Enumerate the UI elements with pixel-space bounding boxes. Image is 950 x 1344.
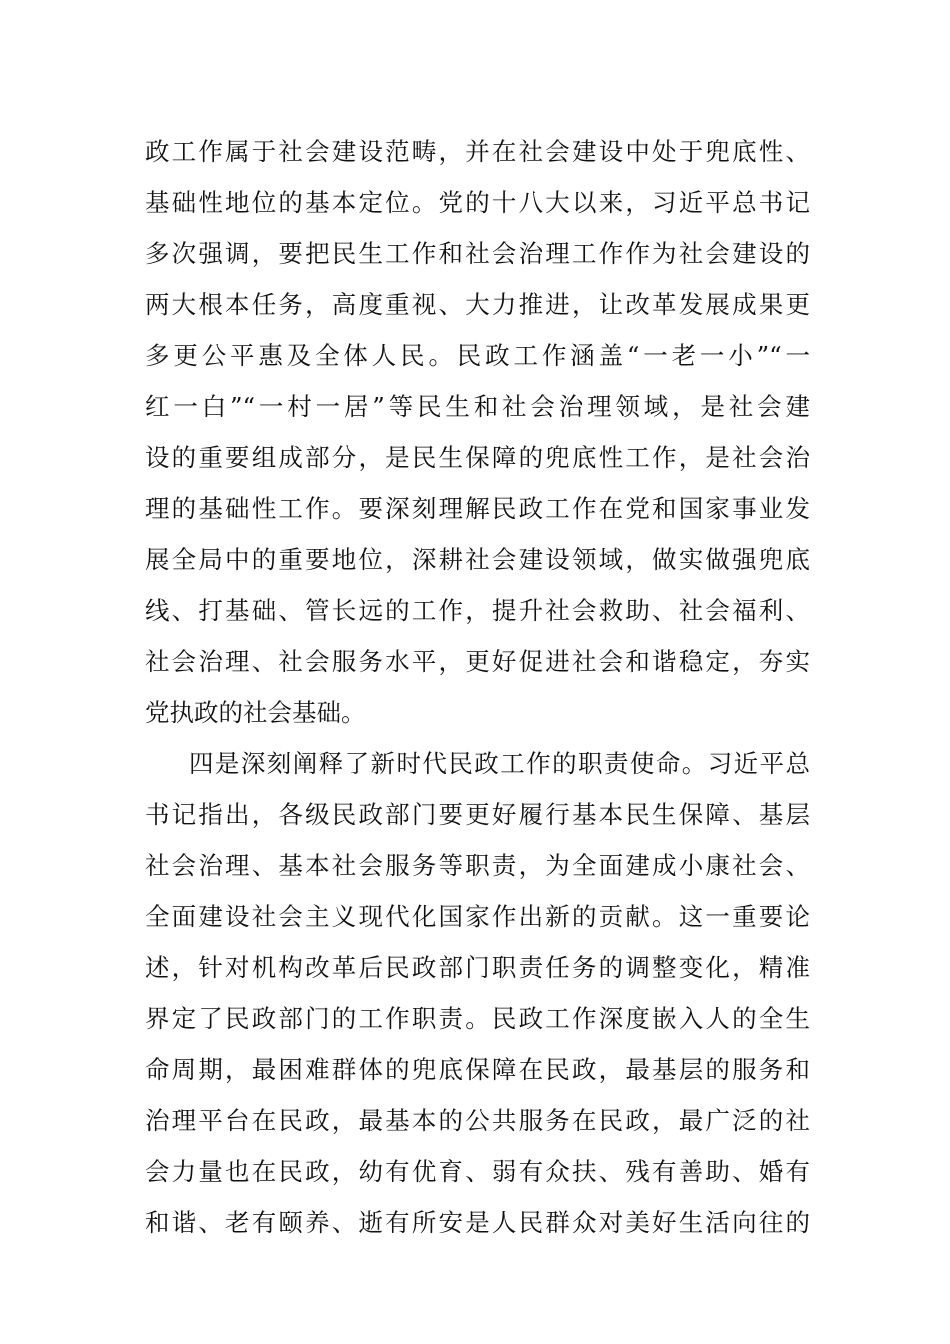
text-line: 红一白”“一村一居”等民生和社会治理领域，是社会建 (145, 392, 810, 421)
text-line: 两大根本任务，高度重视、大力推进，让改革发展成果更 (145, 290, 810, 319)
text-line: 治理平台在民政，最基本的公共服务在民政，最广泛的社 (145, 1106, 810, 1135)
text-line: 基础性地位的基本定位。党的十八大以来，习近平总书记 (145, 188, 810, 217)
text-line: 政工作属于社会建设范畴，并在社会建设中处于兜底性、 (145, 137, 810, 166)
text-line: 命周期，最困难群体的兜底保障在民政，最基层的服务和 (145, 1055, 810, 1084)
text-line: 展全局中的重要地位，深耕社会建设领域，做实做强兜底 (145, 545, 810, 574)
text-line: 社会治理、社会服务水平，更好促进社会和谐稳定，夯实 (145, 647, 810, 676)
text-line: 设的重要组成部分，是民生保障的兜底性工作，是社会治 (145, 443, 810, 472)
text-line: 和谐、老有颐养、逝有所安是人民群众对美好生活向往的 (145, 1208, 810, 1237)
text-line: 述，针对机构改革后民政部门职责任务的调整变化，精准 (145, 953, 810, 982)
paragraph-first-line: 四是深刻阐释了新时代民政工作的职责使命。习近平总 (189, 749, 810, 778)
text-line: 多更公平惠及全体人民。民政工作涵盖“一老一小”“一 (145, 341, 810, 370)
text-line: 全面建设社会主义现代化国家作出新的贡献。这一重要论 (145, 902, 810, 931)
paragraph-end-line: 党执政的社会基础。 (145, 698, 366, 727)
text-line: 书记指出，各级民政部门要更好履行基本民生保障、基层 (145, 800, 810, 829)
text-line: 多次强调，要把民生工作和社会治理工作作为社会建设的 (145, 239, 810, 268)
text-line: 会力量也在民政，幼有优育、弱有众扶、残有善助、婚有 (145, 1157, 810, 1186)
text-line: 社会治理、基本社会服务等职责，为全面建成小康社会、 (145, 851, 810, 880)
text-line: 线、打基础、管长远的工作，提升社会救助、社会福利、 (145, 596, 810, 625)
text-line: 界定了民政部门的工作职责。民政工作深度嵌入人的全生 (145, 1004, 810, 1033)
text-line: 理的基础性工作。要深刻理解民政工作在党和国家事业发 (145, 494, 810, 523)
body-text (145, 126, 810, 1248)
